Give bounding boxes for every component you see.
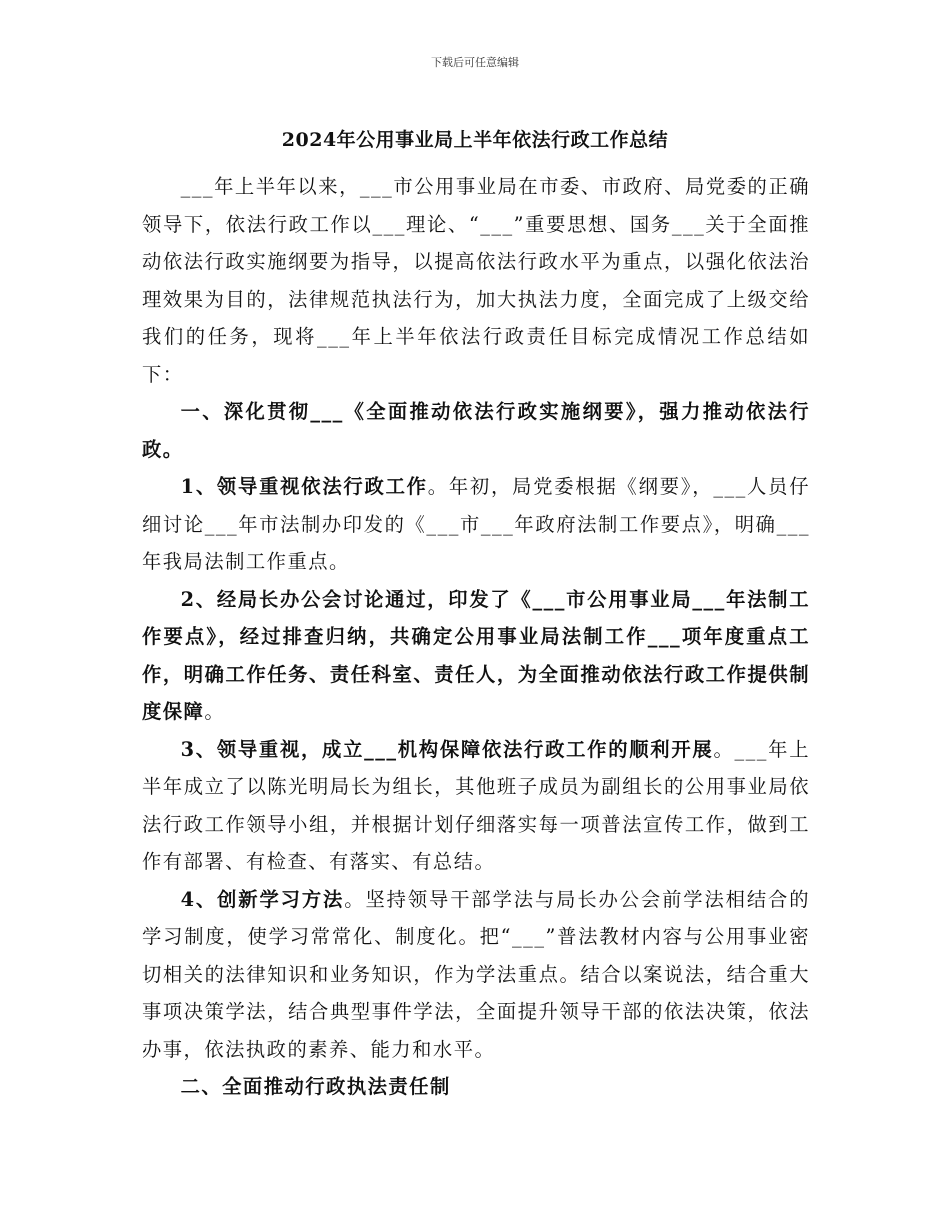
document-body <box>142 168 810 1106</box>
item-1-paragraph <box>142 468 810 581</box>
section-heading-2: 二、全面推动行政执法责任制 <box>180 1075 451 1098</box>
item-2-lead: 2、经局长办公会讨论通过，印发了《___市公用事业局___年法制工作要点》，经过排查归纳，共确定公用事业局法制工作___项年度重点工作，明确工作任务、责任科室、责任人，为全面推动依法行政工作提供制度保障 <box>142 587 810 723</box>
section-heading-1: 一、深化贯彻___《全面推动依法行政实施纲要》，强力推动依法行政。 <box>142 400 810 461</box>
item-4-text: 。坚持领导干部学法与局长办公会前学法相结合的学习制度，使学习常常化、制度化。把“___”普法教材内容与公用事业密切相关的法律知识和业务知识，作为学法重点。结合以案说法，结合重大事项决策学法，结合典型事件学法，全面提升领导干部的依法决策，依法办事，依法执政的素养、能力和水平。 <box>142 887 811 1061</box>
header-note: 下载后可任意编辑 <box>431 56 519 69</box>
item-2-paragraph <box>142 581 810 731</box>
intro-paragraph: ___年上半年以来，___市公用事业局在市委、市政府、局党委的正确领导下，依法行政工作以___理论、“___”重要思想、国务___关于全面推动依法行政实施纲要为指导，以提高依法行政水平为重点，以强化依法治理效果为目的，法律规范执法行为，加大执法力度，全面完成了上级交给我们的任务，现将___年上半年依法行政责任目标完成情况工作总结如下： <box>142 175 810 386</box>
document-title: 2024年公用事业局上半年依法行政工作总结 <box>281 129 669 151</box>
item-1-lead: 1、领导重视依法行政工作 <box>180 475 428 498</box>
item-3-lead: 3、领导重视，成立___机构保障依法行政工作的顺利开展 <box>180 737 714 761</box>
item-3-paragraph <box>142 731 810 881</box>
item-1-text: 。年初，局党委根据《纲要》，___人员仔细讨论___年市法制办印发的《___市___年政府法制工作要点》，明确___年我局法制工作重点。 <box>142 475 810 573</box>
item-2-text: 。 <box>204 700 226 723</box>
item-4-lead: 4、创新学习方法 <box>180 887 345 911</box>
item-3-text: 。___年上半年成立了以陈光明局长为组长，其他班子成员为副组长的公用事业局依法行政工作领导小组，并根据计划仔细落实每一项普法宣传工作，做到工作有部署、有检查、有落实、有总结。 <box>142 737 811 873</box>
item-4-paragraph <box>142 881 810 1069</box>
